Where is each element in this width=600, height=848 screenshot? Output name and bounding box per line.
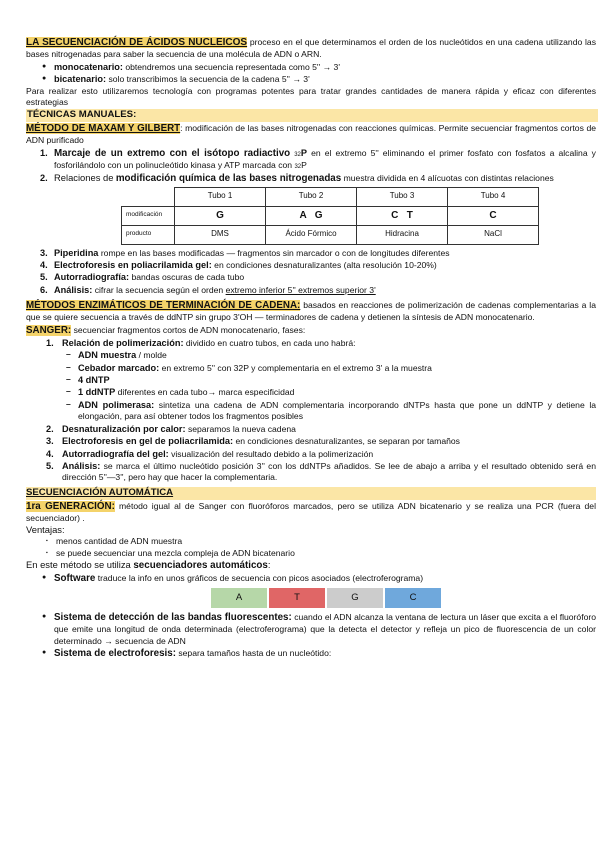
manual-techniques-band: TÉCNICAS MANUALES:: [26, 109, 598, 122]
table-row: [122, 225, 539, 244]
base-a-swatch: A: [211, 588, 267, 608]
intro-definition: proceso en el que determinamos el orden de los nucleótidos en una cadena utilizando las bases nitrogenadas para saber la secuencia de una molécula de ADN o ARN.: [26, 37, 596, 60]
list-item: 4. Electroforesis en poliacrilamida gel: en condiciones desnaturalizantes (alta resolución 10-20%): [40, 260, 437, 271]
strand-type-list: [26, 61, 596, 86]
enzymatic-paragraph: MÉTODOS ENZIMÁTICOS DE TERMINACIÓN DE CADENA: basados en reacciones de polimerización de cadenas complementarias a la que se quiere secuencia a través de ddNTP sin grupo 3'OH — terminadores de cadena y detienen la síntesis de ADN monocatenario.: [26, 300, 596, 323]
sanger-step-1: [26, 337, 596, 349]
list-item: – 4 dNTP: [78, 374, 596, 386]
first-generation-label: 1ra GENERACIÓN:: [26, 500, 115, 512]
method-paragraph: En este método se utiliza secuenciadores automáticos:: [26, 559, 271, 572]
table-cell: DMS: [175, 225, 266, 244]
list-item: ● Sistema de electroforesis: separa tamaños hasta de un nucleótido:: [54, 647, 596, 660]
list-item: 3. Piperidina rompe en las bases modificadas — fragmentos sin marcador o con de longitudes diferentes: [40, 247, 450, 258]
intro-paragraph: [26, 36, 596, 61]
sanger-steps: [26, 423, 596, 484]
tech-note: Para realizar esto utilizaremos tecnología con programas potentes para tratar grandes cantidades de manera rápida y eficaz con diferentes estrategias: [26, 85, 596, 107]
list-item: – 1 ddNTP diferentes en cada tubo→ marca especificidad: [78, 386, 596, 398]
list-item: ● Sistema de detección de las bandas fluorescentes: cuando el ADN alcanza la ventana de lectura un láser que excita a el fluoróforo que emite una longitud de onda determinada (electroferograma) que la detecta el detector y refleja un pico de fluorescencia de un color determinado → secuencia de ADN: [54, 611, 596, 647]
list-item: 5. Autorradiografía: bandas oscuras de cada tubo: [40, 272, 245, 283]
maxam-paragraph: MÉTODO DE MAXAM Y GILBERT: modificación de las bases nitrogenadas con reacciones químicas. Permite secuenciar fragmentos cortos de ADN purificado: [26, 123, 597, 146]
table-cell: G: [175, 206, 266, 225]
table-cell: Ácido Fórmico: [266, 225, 357, 244]
list-item: ▪ se puede secuenciar una mezcla compleja de ADN bicatenario: [46, 548, 596, 559]
advantages-heading: Ventajas:: [26, 523, 65, 535]
tubes-table: [121, 187, 539, 245]
first-generation-paragraph: 1ra GENERACIÓN: método igual al de Sanger con fluoróforos marcados, pero se utiliza ADN bicatenario y se realiza una PCR (fuera del secuenciador) .: [26, 500, 596, 523]
table-header: Tubo 4: [448, 187, 539, 206]
table-cell: Hidracina: [357, 225, 448, 244]
list-item: 6. Análisis: cifrar la secuencia según el orden extremo inferior 5'' extremos superior 3': [40, 284, 376, 295]
list-item: 5. Análisis: se marca el último nucleótido posición 3'' con los ddNTPs añadidos. Se lee de abajo a arriba y el resultado obtenido será en dirección 5''—3'', pero hay que hacer la complementaria.: [46, 460, 596, 483]
base-c-swatch: C: [385, 588, 441, 608]
list-item: ● bicatenario: solo transcribimos la secuencia de la cadena 5'' → 3': [54, 73, 596, 85]
table-row: [122, 187, 539, 206]
list-item: ● Software traduce la info en unos gráficos de secuencia con picos asociados (electroferograma): [54, 572, 596, 585]
base-color-legend: [211, 588, 596, 608]
sequencer-components-continued: [26, 611, 596, 660]
list-item: 4. Autorradiografía del gel: visualización del resultado debido a la polimerización: [46, 448, 374, 459]
list-item: – Cebador marcado: en extremo 5'' con 32P y complementaria en el extremo 3' a la muestra: [78, 362, 596, 374]
row-label: producto: [122, 225, 175, 244]
base-t-swatch: T: [269, 588, 325, 608]
maxam-title: MÉTODO DE MAXAM Y GILBERT: [26, 123, 181, 135]
maxam-steps-continued: [26, 247, 596, 297]
list-item: ▪ menos cantidad de ADN muestra: [46, 536, 596, 547]
table-cell: C T: [357, 206, 448, 225]
reaction-components: [26, 349, 596, 423]
main-title: LA SECUENCIACIÓN DE ÁCIDOS NUCLEICOS: [26, 37, 248, 48]
table-header: Tubo 2: [266, 187, 357, 206]
table-header: Tubo 3: [357, 187, 448, 206]
enzymatic-title: MÉTODOS ENZIMÁTICOS DE TERMINACIÓN DE CADENA:: [26, 300, 301, 312]
table-cell: NaCl: [448, 225, 539, 244]
list-item: 2. Relaciones de modificación química de las bases nitrogenadas muestra dividida en 4 alícuotas con distintas relaciones: [40, 171, 554, 184]
sanger-paragraph: SANGER: secuenciar fragmentos cortos de ADN monocatenario, fases:: [26, 324, 306, 336]
list-item: 1. Marcaje de un extremo con el isótopo radiactivo 32P en el extremo 5'' eliminando el primer fosfato con fosfatos a alcalina y fosforilándolo con un polinucleótido kinasa y ATP marcada con 32P: [40, 147, 596, 170]
list-item: ● monocatenario: obtendremos una secuencia representada como 5'' → 3': [54, 61, 596, 73]
sanger-label: SANGER:: [26, 324, 72, 336]
table-row: [122, 206, 539, 225]
list-item: – ADN muestra / molde: [78, 349, 596, 361]
list-item: – ADN polimerasa: sintetiza una cadena de ADN complementaria incorporando dNTPs hasta que pone un ddNTP y detiene la elongación, para así obtener todos los fragmentos posibles: [78, 399, 596, 423]
table-header: Tubo 1: [175, 187, 266, 206]
row-label: modificación: [122, 206, 175, 225]
sequencer-components: [26, 572, 596, 585]
table-cell: C: [448, 206, 539, 225]
list-item: 3. Electroforesis en gel de poliacrilamida: en condiciones desnaturalizantes, se separan por tamaños: [46, 436, 460, 447]
list-item: 2. Desnaturalización por calor: separamos la nueva cadena: [46, 423, 296, 434]
maxam-steps: [26, 147, 596, 185]
list-item: 1. Relación de polimerización: dividido en cuatro tubos, en cada uno habrá:: [46, 337, 356, 348]
advantages-list: [26, 536, 596, 559]
base-g-swatch: G: [327, 588, 383, 608]
automatic-sequencing-band: SECUENCIACIÓN AUTOMÁTICA: [26, 487, 596, 500]
table-cell: A G: [266, 206, 357, 225]
